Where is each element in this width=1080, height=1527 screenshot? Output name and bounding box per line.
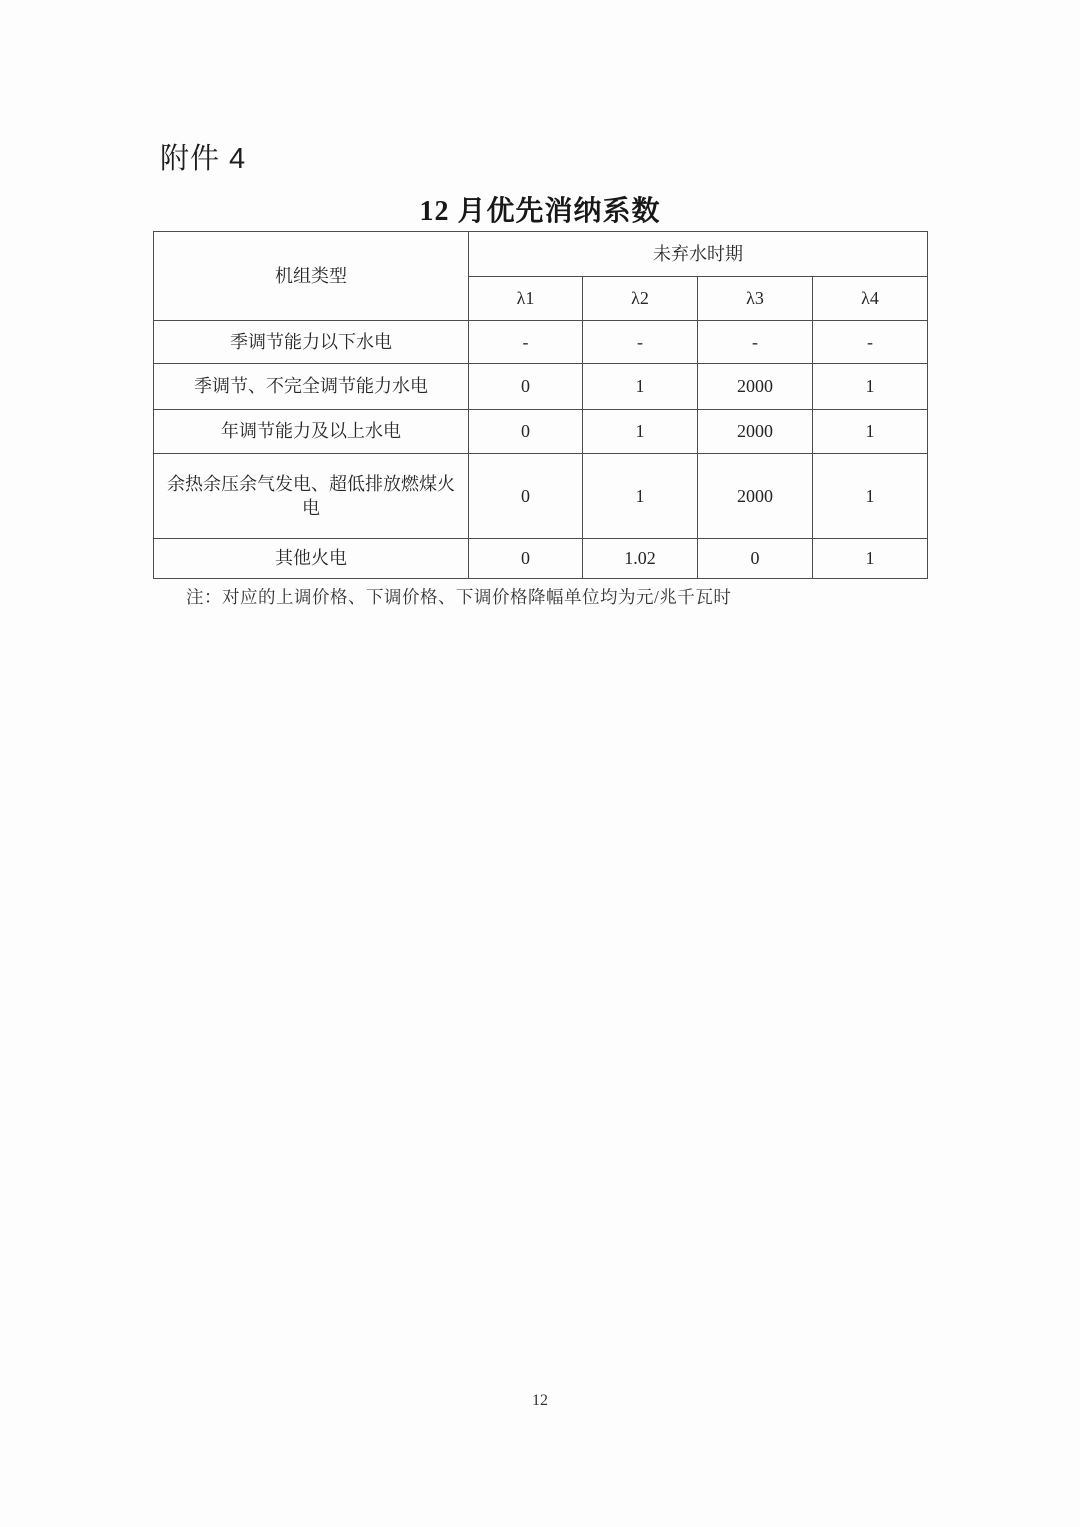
row-label: 年调节能力及以上水电: [154, 410, 469, 454]
cell-value: 1.02: [583, 539, 698, 579]
cell-value: 0: [469, 454, 583, 539]
header-unit-type: 机组类型: [154, 232, 469, 321]
table-row: [154, 410, 928, 454]
cell-value: 0: [469, 410, 583, 454]
cell-value: 0: [469, 364, 583, 410]
row-label: 季调节能力以下水电: [154, 321, 469, 364]
page-number: 12: [532, 1392, 548, 1409]
cell-value: 0: [469, 539, 583, 579]
cell-value: -: [469, 321, 583, 364]
header-lambda-3: λ3: [698, 277, 813, 321]
cell-value: 1: [583, 454, 698, 539]
table-row: [154, 321, 928, 364]
cell-value: -: [698, 321, 813, 364]
cell-value: 1: [583, 364, 698, 410]
row-label: 其他火电: [154, 539, 469, 579]
cell-value: 1: [813, 454, 928, 539]
row-label: 余热余压余气发电、超低排放燃煤火电: [154, 454, 469, 539]
row-label: 季调节、不完全调节能力水电: [154, 364, 469, 410]
cell-value: 1: [813, 364, 928, 410]
cell-value: -: [583, 321, 698, 364]
cell-value: 1: [583, 410, 698, 454]
attachment-label: 附件 4: [160, 143, 247, 175]
table-row: [154, 454, 928, 539]
table-note: 注：对应的上调价格、下调价格、下调价格降幅单位均为元/兆千瓦时: [186, 587, 732, 607]
cell-value: 2000: [698, 364, 813, 410]
header-period: 未弃水时期: [469, 232, 928, 277]
table-row: [154, 539, 928, 579]
cell-value: 2000: [698, 410, 813, 454]
cell-value: 1: [813, 410, 928, 454]
cell-value: 2000: [698, 454, 813, 539]
coefficient-table: [153, 231, 928, 579]
cell-value: 0: [698, 539, 813, 579]
cell-value: -: [813, 321, 928, 364]
header-lambda-4: λ4: [813, 277, 928, 321]
cell-value: 1: [813, 539, 928, 579]
page-title: 12 月优先消纳系数: [419, 196, 661, 227]
header-lambda-1: λ1: [469, 277, 583, 321]
header-lambda-2: λ2: [583, 277, 698, 321]
table-row: [154, 364, 928, 410]
